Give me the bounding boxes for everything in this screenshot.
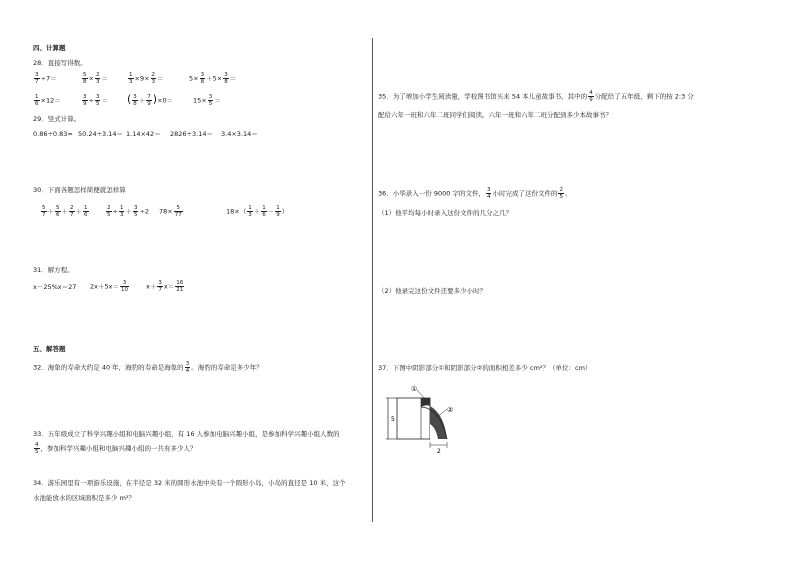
q37-figure (380, 380, 470, 456)
q36-sub-2: （2）他录完这份文件还要多少小时？ (378, 287, 487, 295)
fraction: $\frac{5}{8}$ (83, 72, 87, 85)
q31-eq-1: x－25%x＝27 (33, 283, 77, 291)
fraction: $\frac{1}{6}$ (35, 94, 39, 107)
fraction: $\frac{1}{6}$ (262, 205, 266, 218)
fraction: $\frac{3}{8}$ (133, 94, 137, 107)
q36-text: 36．小华录入一份 9000 字的文件， $\frac{3}{4}$ 小时完成了这份文件的 $\frac{2}{5}$ 。 (378, 187, 572, 200)
q28-r2-b: $\frac{3}{9}$ ÷ $\frac{3}{5}$ ＝ (83, 94, 108, 107)
q29-title: 29．竖式计算。 (33, 115, 81, 123)
fraction: $\frac{2}{3}$ (151, 72, 156, 85)
q30-expr-1: $\frac{5}{7}$ ＋ $\frac{5}{6}$ ＋ $\frac{2}{7}$ ＋ $\frac{1}{6}$ (42, 205, 88, 218)
fraction: $\frac{7}{9}$ (147, 94, 151, 107)
fraction: $\frac{3}{7}$ (158, 280, 162, 293)
q31-eq-3: x＋ $\frac{3}{7}$ x＝ $\frac{16}{21}$ (146, 280, 184, 293)
fraction: $\frac{3}{4}$ (185, 361, 190, 374)
fraction: $\frac{1}{9}$ (276, 205, 280, 218)
q35-line-1: 35．为了增加小学生阅读量，学校图书馆买来 54 本儿童故事书，其中的 $\frac{4}{9}$ 分配给了五年级，剩下的按 2:3 分 (378, 90, 694, 103)
q35-line-2: 配给六年一班和六年二班同学们阅读。六年一班和六年二班分配到多少本故事书？ (378, 111, 612, 119)
q28-r1-a: $\frac{3}{7}$ ÷7＝ (35, 72, 57, 85)
fraction: $\frac{3}{5}$ (133, 205, 138, 218)
fraction: $\frac{4}{5}$ (35, 442, 39, 455)
dimension-label-2: 2 (437, 448, 441, 455)
q29-item: 50.24÷3.14＝ (78, 130, 124, 138)
q29-item: 1.14×42＝ (126, 130, 161, 138)
q28-r2-d: 15× $\frac{3}{5}$ ＝ (193, 94, 221, 107)
q30-title: 30．下面各题怎样简便就怎样算 (33, 186, 126, 194)
q30-expr-4: 18×（ $\frac{1}{3}$ ＋ $\frac{1}{6}$ － $\frac{1}{9}$ ） (226, 205, 289, 218)
q31-title: 31．解方程。 (33, 266, 74, 274)
q28-r1-c: $\frac{1}{3}$ ×9× $\frac{2}{3}$ ＝ (129, 72, 164, 85)
shaded-region-1 (421, 398, 430, 407)
fraction: $\frac{1}{6}$ (84, 205, 88, 218)
q29-item: 2826÷3.14＝ (170, 130, 213, 138)
fraction: $\frac{5}{7}$ (42, 205, 46, 218)
section-4-title: 四、计算题 (33, 44, 66, 52)
label-circle-2: ② (447, 406, 454, 414)
fraction: $\frac{5}{77}$ (174, 205, 182, 218)
q34-line-1: 34．游乐园里有一项游乐设施，在半径是 32 米的圆形水池中央有一个圆形小岛，小岛的直径是 10 米，这个 (33, 479, 346, 487)
q33-line-1: 33．五年级成立了科学兴趣小组和电脑兴趣小组，有 16 人参加电脑兴趣小组，是参加科学兴趣小组人数的 (33, 430, 340, 438)
q28-r1-b: $\frac{5}{8}$ × $\frac{2}{3}$ ＝ (83, 72, 108, 85)
fraction: $\frac{2}{7}$ (70, 205, 74, 218)
fraction: $\frac{4}{9}$ (589, 90, 593, 103)
fraction: $\frac{2}{5}$ (107, 205, 111, 218)
fraction: $\frac{3}{8}$ (200, 72, 205, 85)
q28-r2-a: $\frac{1}{6}$ ×12＝ (35, 94, 61, 107)
q31-eq-2: 2x＋5x＝ $\frac{3}{10}$ (90, 280, 128, 293)
fraction: $\frac{1}{3}$ (129, 72, 133, 85)
q30-expr-3: 78× $\frac{5}{77}$ (159, 205, 182, 218)
q30-expr-2: $\frac{2}{5}$ ÷ $\frac{1}{3}$ ＋ $\frac{3}{5}$ ÷2 (107, 205, 150, 218)
fraction: $\frac{3}{5}$ (95, 94, 100, 107)
label-circle-1: ① (411, 385, 418, 393)
fraction: $\frac{16}{21}$ (176, 280, 184, 293)
q36-sub-1: （1）他平均每小时录入这份文件的几分之几？ (378, 209, 513, 217)
q28-r2-c: ( $\frac{3}{8}$ ＋ $\frac{7}{9}$ )×0＝ (127, 92, 174, 107)
fraction: $\frac{3}{7}$ (35, 72, 39, 85)
label-leader-2 (437, 409, 447, 417)
q29-item: 3.4×3.14＝ (221, 130, 258, 138)
fraction: $\frac{1}{3}$ (119, 205, 124, 218)
q37-text: 37．下图中阴影部分①和阴影部分②的面积相差多少 cm²？（单位：cm） (378, 364, 592, 372)
fraction: $\frac{2}{3}$ (95, 72, 100, 85)
q28-r1-d: 5× $\frac{3}{8}$ ＋5× $\frac{3}{8}$ ＝ (189, 72, 237, 85)
fraction: $\frac{1}{3}$ (248, 205, 252, 218)
fraction: $\frac{5}{6}$ (56, 205, 60, 218)
fraction: $\frac{3}{10}$ (120, 280, 128, 293)
q32-text: 32．海象的寿命大约是 40 年，海豹的寿命是海象的 $\frac{3}{4}$ 。海豹的寿命是多少年？ (33, 361, 263, 374)
q33-line-2: $\frac{4}{5}$ ，参加科学兴趣小组和电脑兴趣小组的一共有多少人？ (35, 442, 197, 455)
fraction: $\frac{3}{5}$ (208, 94, 213, 107)
q29-item: 0.86÷0.83≈ (33, 130, 73, 138)
dimension-label-5: 5 (391, 416, 395, 423)
fraction: $\frac{3}{8}$ (224, 72, 228, 85)
fraction: $\frac{2}{5}$ (559, 187, 563, 200)
fraction: $\frac{3}{4}$ (486, 187, 491, 200)
fraction: $\frac{3}{9}$ (83, 94, 87, 107)
section-5-title: 五、解答题 (33, 345, 66, 353)
column-divider (372, 38, 373, 522)
q34-line-2: 水池能放水的区域面积是多少 m²？ (33, 494, 136, 502)
q28-title: 28．直接写得数。 (33, 59, 87, 67)
